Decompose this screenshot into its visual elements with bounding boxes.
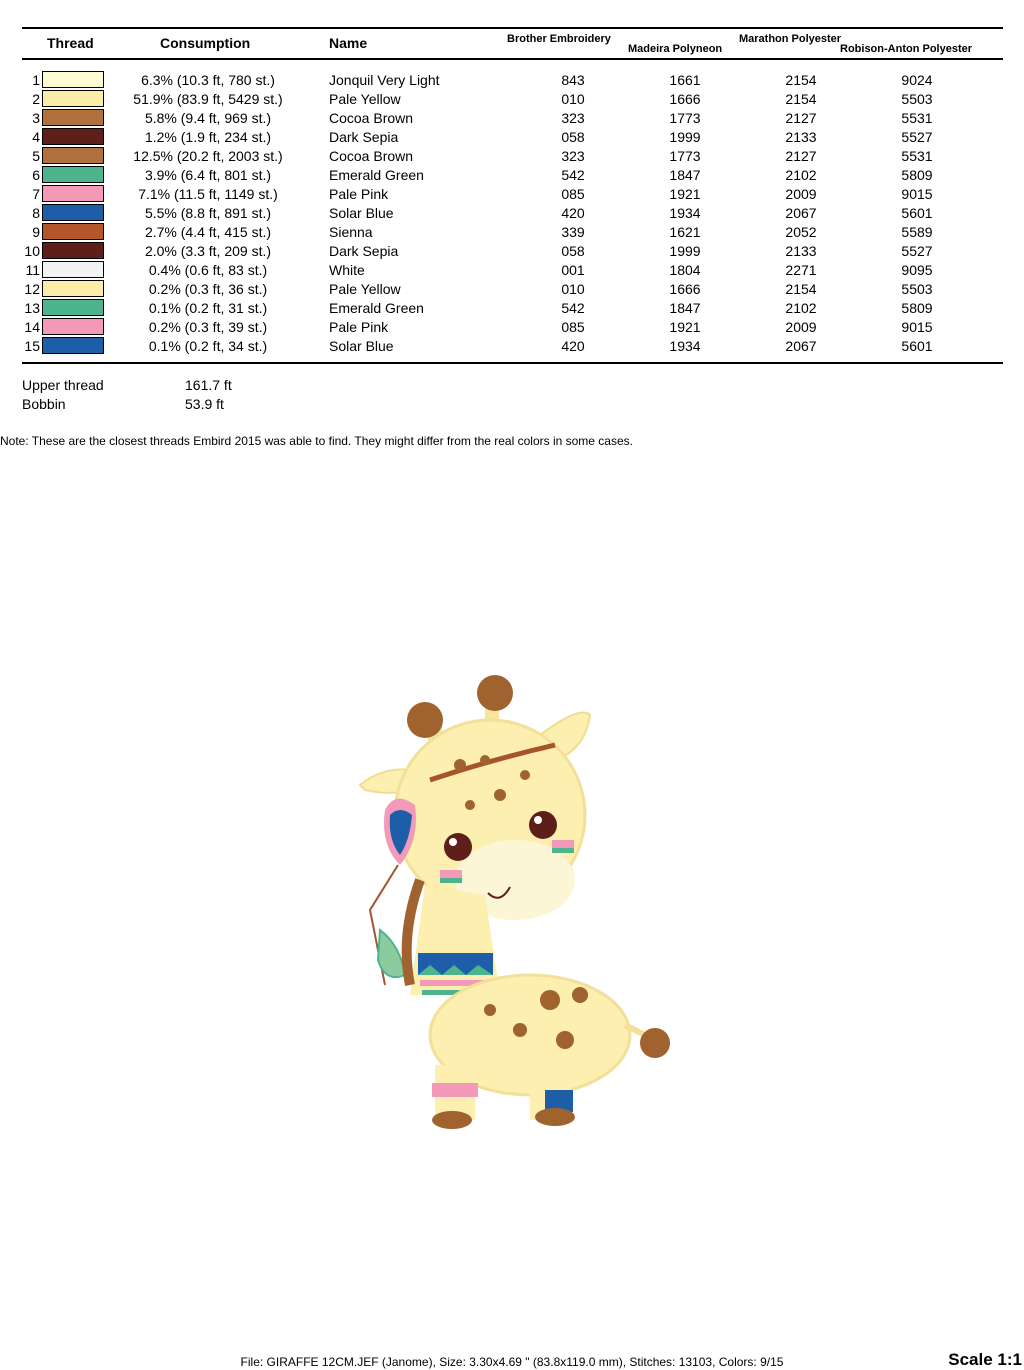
color-swatch — [42, 204, 104, 221]
header-name: Name — [329, 35, 368, 51]
robison-code-cell: 5503 — [901, 281, 933, 297]
brother-code-cell: 420 — [561, 205, 585, 221]
color-swatch — [42, 318, 104, 335]
madeira-code-cell: 1934 — [669, 338, 701, 354]
madeira-code-cell: 1921 — [669, 186, 701, 202]
thread-number: 15 — [24, 338, 40, 354]
thread-row — [0, 204, 1024, 223]
upper-thread-value: 161.7 ft — [185, 377, 232, 393]
madeira-code-cell: 1847 — [669, 167, 701, 183]
madeira-code-cell: 1999 — [669, 129, 701, 145]
robison-code-cell: 5531 — [901, 148, 933, 164]
marathon-code-cell: 2127 — [785, 148, 817, 164]
thread-name-cell: Dark Sepia — [329, 243, 399, 259]
brother-code-cell: 010 — [561, 91, 585, 107]
thread-row — [0, 261, 1024, 280]
brother-code-cell: 843 — [561, 72, 585, 88]
color-swatch — [42, 128, 104, 145]
brother-code-cell: 058 — [561, 243, 585, 259]
color-swatch — [42, 223, 104, 240]
marathon-code-cell: 2067 — [785, 205, 817, 221]
thread-name-cell: Cocoa Brown — [329, 110, 414, 126]
robison-code-cell: 9095 — [901, 262, 933, 278]
thread-number: 2 — [32, 91, 40, 107]
thread-row — [0, 128, 1024, 147]
bobbin-value: 53.9 ft — [185, 396, 224, 412]
thread-number: 9 — [32, 224, 40, 240]
madeira-code-cell: 1804 — [669, 262, 701, 278]
brother-code-cell: 058 — [561, 129, 585, 145]
header-consumption: Consumption — [160, 35, 251, 51]
color-swatch — [42, 261, 104, 278]
color-swatch — [42, 280, 104, 297]
robison-code-cell: 5589 — [901, 224, 933, 240]
brother-code-cell: 085 — [561, 186, 585, 202]
thread-row — [0, 90, 1024, 109]
madeira-code-cell: 1666 — [669, 281, 701, 297]
thread-number: 3 — [32, 110, 40, 126]
consumption-cell: 5.5% (8.8 ft, 891 st.) — [144, 205, 272, 221]
robison-code-cell: 5601 — [901, 338, 933, 354]
thread-name-cell: Emerald Green — [329, 300, 424, 316]
robison-code-cell: 5531 — [901, 110, 933, 126]
marathon-code-cell: 2052 — [785, 224, 817, 240]
header-robison: Robison-Anton Polyester — [840, 43, 973, 55]
thread-row — [0, 337, 1024, 356]
thread-row — [0, 318, 1024, 337]
marathon-code-cell: 2102 — [785, 167, 817, 183]
consumption-cell: 3.9% (6.4 ft, 801 st.) — [144, 167, 272, 183]
madeira-code-cell: 1661 — [669, 72, 701, 88]
thread-row — [0, 299, 1024, 318]
thread-row — [0, 242, 1024, 261]
consumption-cell: 1.2% (1.9 ft, 234 st.) — [144, 129, 272, 145]
thread-name-cell: Jonquil Very Light — [329, 72, 440, 88]
bottom-rule — [22, 362, 1003, 364]
robison-code-cell: 5601 — [901, 205, 933, 221]
header-rule — [22, 58, 1003, 60]
header-madeira: Madeira Polyneon — [628, 43, 723, 55]
note-text: Note: These are the closest threads Embird 2015 was able to find. They might differ from the real colors in some cases. — [0, 434, 633, 448]
color-swatch — [42, 71, 104, 88]
thread-row — [0, 185, 1024, 204]
thread-table — [0, 71, 1024, 356]
consumption-cell: 12.5% (20.2 ft, 2003 st.) — [133, 148, 283, 164]
thread-number: 10 — [24, 243, 40, 259]
brother-code-cell: 323 — [561, 110, 585, 126]
consumption-cell: 0.1% (0.2 ft, 31 st.) — [148, 300, 268, 316]
brother-code-cell: 339 — [561, 224, 585, 240]
thread-number: 4 — [32, 129, 40, 145]
giraffe-embroidery-image — [340, 665, 680, 1135]
marathon-code-cell: 2067 — [785, 338, 817, 354]
scale-label: Scale 1:1 — [948, 1350, 1022, 1369]
madeira-code-cell: 1621 — [669, 224, 701, 240]
file-info-footer: File: GIRAFFE 12CM.JEF (Janome), Size: 3.30x4.69 " (83.8x119.0 mm), Stitches: 13103, Colors: 9/15 — [240, 1355, 784, 1369]
color-swatch — [42, 242, 104, 259]
thread-name-cell: Cocoa Brown — [329, 148, 414, 164]
thread-number: 8 — [32, 205, 40, 221]
top-rule — [22, 27, 1003, 29]
thread-name-cell: Sienna — [329, 224, 373, 240]
thread-number: 12 — [24, 281, 40, 297]
thread-number: 6 — [32, 167, 40, 183]
consumption-cell: 0.4% (0.6 ft, 83 st.) — [148, 262, 268, 278]
brother-code-cell: 542 — [561, 300, 585, 316]
thread-name-cell: Solar Blue — [329, 205, 394, 221]
madeira-code-cell: 1773 — [669, 148, 701, 164]
consumption-cell: 2.7% (4.4 ft, 415 st.) — [144, 224, 272, 240]
thread-number: 5 — [32, 148, 40, 164]
madeira-code-cell: 1934 — [669, 205, 701, 221]
thread-name-cell: Solar Blue — [329, 338, 394, 354]
brother-code-cell: 010 — [561, 281, 585, 297]
marathon-code-cell: 2009 — [785, 319, 817, 335]
brother-code-cell: 542 — [561, 167, 585, 183]
marathon-code-cell: 2102 — [785, 300, 817, 316]
thread-number: 11 — [25, 262, 40, 278]
thread-name-cell: Pale Yellow — [329, 281, 401, 297]
consumption-cell: 0.2% (0.3 ft, 36 st.) — [148, 281, 268, 297]
color-swatch — [42, 147, 104, 164]
marathon-code-cell: 2154 — [785, 91, 817, 107]
thread-name-cell: Pale Pink — [329, 319, 389, 335]
thread-name-cell: White — [329, 262, 365, 278]
marathon-code-cell: 2271 — [785, 262, 817, 278]
color-swatch — [42, 337, 104, 354]
thread-name-cell: Pale Pink — [329, 186, 389, 202]
brother-code-cell: 085 — [561, 319, 585, 335]
consumption-cell: 7.1% (11.5 ft, 1149 st.) — [138, 186, 278, 202]
marathon-code-cell: 2154 — [785, 281, 817, 297]
madeira-code-cell: 1773 — [669, 110, 701, 126]
color-swatch — [42, 109, 104, 126]
consumption-cell: 5.8% (9.4 ft, 969 st.) — [144, 110, 272, 126]
thread-number: 14 — [24, 319, 40, 335]
bobbin-label: Bobbin — [22, 396, 66, 412]
madeira-code-cell: 1847 — [669, 300, 701, 316]
thread-row — [0, 280, 1024, 299]
robison-code-cell: 9015 — [901, 186, 933, 202]
robison-code-cell: 5809 — [901, 167, 933, 183]
robison-code-cell: 5527 — [901, 129, 933, 145]
brother-code-cell: 323 — [561, 148, 585, 164]
thread-name-cell: Emerald Green — [329, 167, 424, 183]
marathon-code-cell: 2127 — [785, 110, 817, 126]
thread-row — [0, 166, 1024, 185]
header-marathon: Marathon Polyester — [739, 33, 842, 45]
consumption-cell: 2.0% (3.3 ft, 209 st.) — [144, 243, 272, 259]
marathon-code-cell: 2133 — [785, 243, 817, 259]
thread-row — [0, 223, 1024, 242]
color-swatch — [42, 299, 104, 316]
marathon-code-cell: 2154 — [785, 72, 817, 88]
madeira-code-cell: 1666 — [669, 91, 701, 107]
robison-code-cell: 9024 — [901, 72, 933, 88]
consumption-cell: 51.9% (83.9 ft, 5429 st.) — [133, 91, 283, 107]
header-brother: Brother Embroidery — [507, 33, 611, 45]
marathon-code-cell: 2009 — [785, 186, 817, 202]
marathon-code-cell: 2133 — [785, 129, 817, 145]
thread-name-cell: Pale Yellow — [329, 91, 401, 107]
madeira-code-cell: 1999 — [669, 243, 701, 259]
color-swatch — [42, 185, 104, 202]
thread-row — [0, 109, 1024, 128]
color-swatch — [42, 90, 104, 107]
robison-code-cell: 5809 — [901, 300, 933, 316]
brother-code-cell: 420 — [561, 338, 585, 354]
robison-code-cell: 9015 — [901, 319, 933, 335]
madeira-code-cell: 1921 — [669, 319, 701, 335]
consumption-cell: 0.2% (0.3 ft, 39 st.) — [148, 319, 268, 335]
thread-number: 7 — [32, 186, 40, 202]
thread-row — [0, 147, 1024, 166]
consumption-cell: 0.1% (0.2 ft, 34 st.) — [148, 338, 268, 354]
robison-code-cell: 5503 — [901, 91, 933, 107]
thread-number: 1 — [32, 72, 40, 88]
color-swatch — [42, 166, 104, 183]
brother-code-cell: 001 — [561, 262, 585, 278]
thread-number: 13 — [24, 300, 40, 316]
robison-code-cell: 5527 — [901, 243, 933, 259]
thread-row — [0, 71, 1024, 90]
thread-name-cell: Dark Sepia — [329, 129, 399, 145]
header-thread: Thread — [47, 35, 94, 51]
upper-thread-label: Upper thread — [22, 377, 104, 393]
consumption-cell: 6.3% (10.3 ft, 780 st.) — [141, 72, 275, 88]
